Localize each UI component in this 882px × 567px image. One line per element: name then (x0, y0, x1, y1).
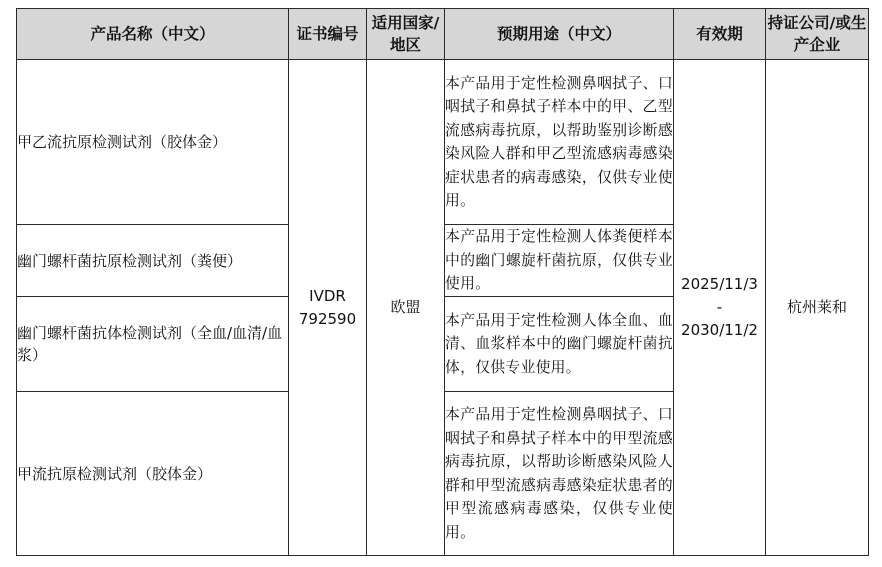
validity-cell (674, 60, 766, 556)
header-row (17, 9, 869, 60)
header-intended-use: 预期用途（中文） (445, 9, 674, 60)
intended-use-cell: 本产品用于定性检测人体全血、血清、血浆样本中的幽门螺旋杆菌抗体，仅供专业使用。 (445, 297, 674, 392)
intended-use-cell: 本产品用于定性检测鼻咽拭子、口咽拭子和鼻拭子样本中的甲型流感病毒抗原，以帮助诊断感染风险人群和甲型流感病毒感染症状患者的甲型流感病毒感染，仅供专业使用。 (445, 392, 674, 556)
cert-number-cell (289, 60, 367, 556)
validity-start: 2025/11/3 (681, 275, 758, 293)
validity-separator: - (716, 298, 723, 316)
intended-use-cell: 本产品用于定性检测鼻咽拭子、口咽拭子和鼻拭子样本中的甲、乙型流感病毒抗原，以帮助鉴别诊断感染风险人群和甲乙型流感病毒感染症状患者的病毒感染，仅供专业使用。 (445, 60, 674, 225)
region-cell: 欧盟 (367, 60, 445, 556)
product-name-cell: 甲流抗原检测试剂（胶体金） (17, 392, 289, 556)
header-validity: 有效期 (674, 9, 766, 60)
header-cert-number: 证书编号 (289, 9, 367, 60)
header-region: 适用国家/地区 (367, 9, 445, 60)
cert-number-value: 792590 (298, 309, 357, 328)
validity-end: 2030/11/2 (681, 321, 758, 339)
header-holder: 持证公司/或生产企业 (766, 9, 869, 60)
holder-cell: 杭州莱和 (766, 60, 869, 556)
cert-number-prefix: IVDR (309, 286, 346, 305)
product-name-cell: 幽门螺杆菌抗体检测试剂（全血/血清/血浆） (17, 297, 289, 392)
header-product-name: 产品名称（中文） (17, 9, 289, 60)
product-name-cell: 甲乙流抗原检测试剂（胶体金） (17, 60, 289, 225)
intended-use-cell: 本产品用于定性检测人体粪便样本中的幽门螺旋杆菌抗原，仅供专业使用。 (445, 225, 674, 297)
product-name-cell: 幽门螺杆菌抗原检测试剂（粪便） (17, 225, 289, 297)
certificate-table (16, 8, 869, 556)
table-row (17, 60, 869, 225)
